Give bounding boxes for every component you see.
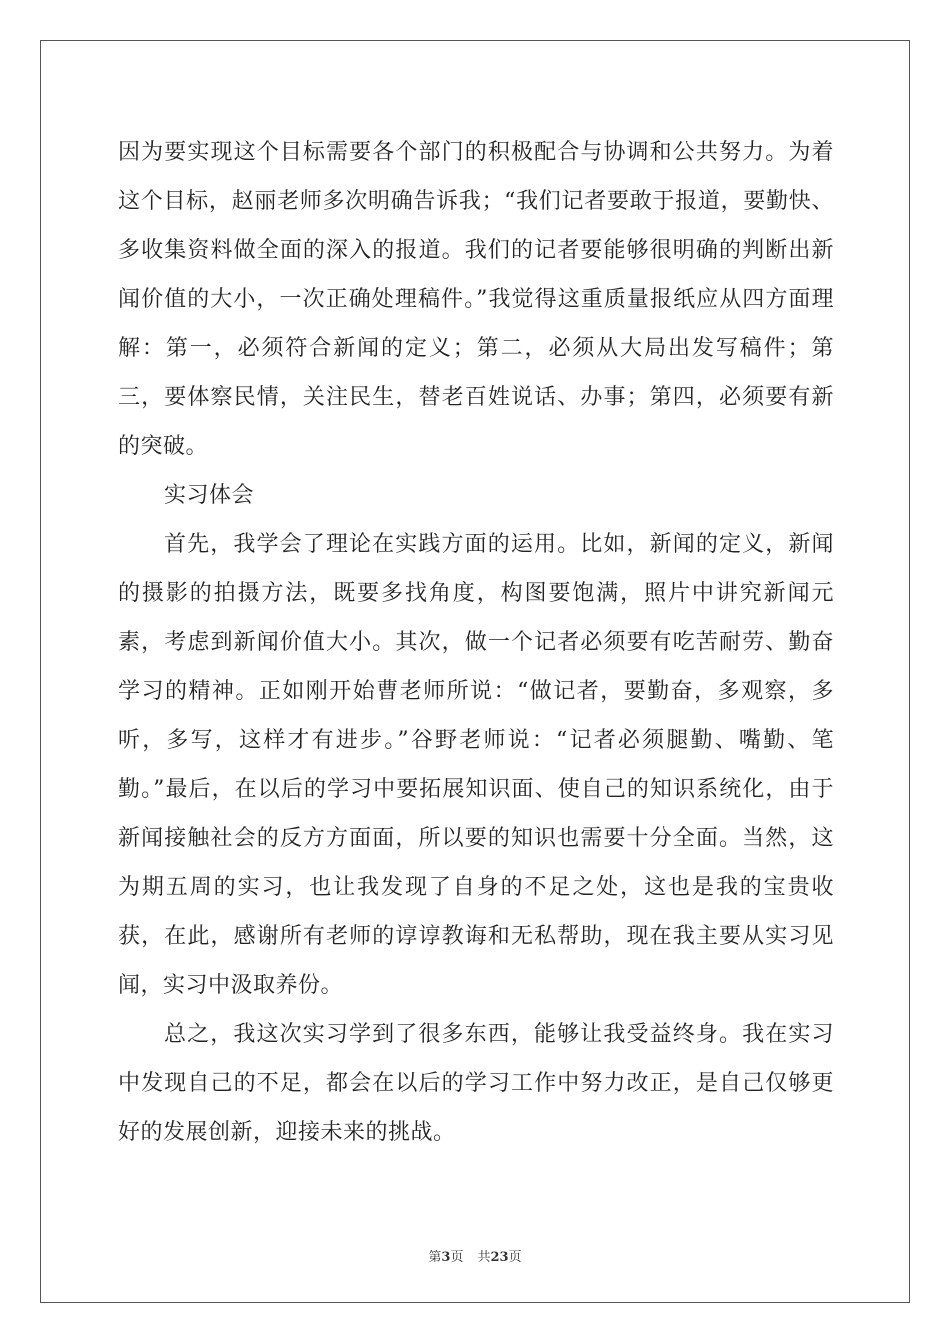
section-heading: 实习体会 xyxy=(164,483,255,508)
paragraph-first: 首先，我学会了理论在实践方面的运用。比如，新闻的定义，新闻的摄影的拍摄方法，既要多找角度，构图要饱满，照片中讲究新闻元素，考虑到新闻价值大小。其次，做一个记者必须要有吃苦耐劳、勤奋学习的精神。正如刚开始曹老师所说：“做记者，要勤奋，多观察，多听，多写，这样才有进步。”谷野老师说：“记者必须腿勤、嘴勤、笔勤。”最后，在以后的学习中要拓展知识面、使自己的知识系统化，由于新闻接触社会的反方方面面，所以要的知识也需要十分全面。当然，这为期五周的实习，也让我发现了自身的不足之处，这也是我的宝贵收获，在此，感谢所有老师的谆谆教诲和无私帮助，现在我主要从实习见闻，实习中汲取养份。 xyxy=(118,532,834,998)
page-prefix: 第 xyxy=(428,1250,442,1265)
page-footer xyxy=(0,1246,950,1265)
page-suffix: 页 xyxy=(450,1250,464,1265)
page-number: 3 xyxy=(441,1250,451,1265)
document-body xyxy=(118,128,834,1157)
total-pages: 23 xyxy=(490,1250,509,1265)
total-suffix: 页 xyxy=(508,1250,522,1265)
paragraph-continuation: 因为要实现这个目标需要各个部门的积极配合与协调和公共努力。为着这个目标，赵丽老师多次明确告诉我；“我们记者要敢于报道，要勤快、多收集资料做全面的深入的报道。我们的记者要能够很明确的判断出新闻价值的大小，一次正确处理稿件。”我觉得这重质量报纸应从四方面理解：第一，必须符合新闻的定义；第二，必须从大局出发写稿件；第三，要体察民情，关注民生，替老百姓说话、办事；第四，必须要有新的突破。 xyxy=(118,140,834,459)
total-prefix: 共 xyxy=(477,1250,491,1265)
paragraph-conclusion: 总之，我这次实习学到了很多东西，能够让我受益终身。我在实习中发现自己的不足，都会在以后的学习工作中努力改正，是自己仅够更好的发展创新，迎接未来的挑战。 xyxy=(118,1022,834,1145)
